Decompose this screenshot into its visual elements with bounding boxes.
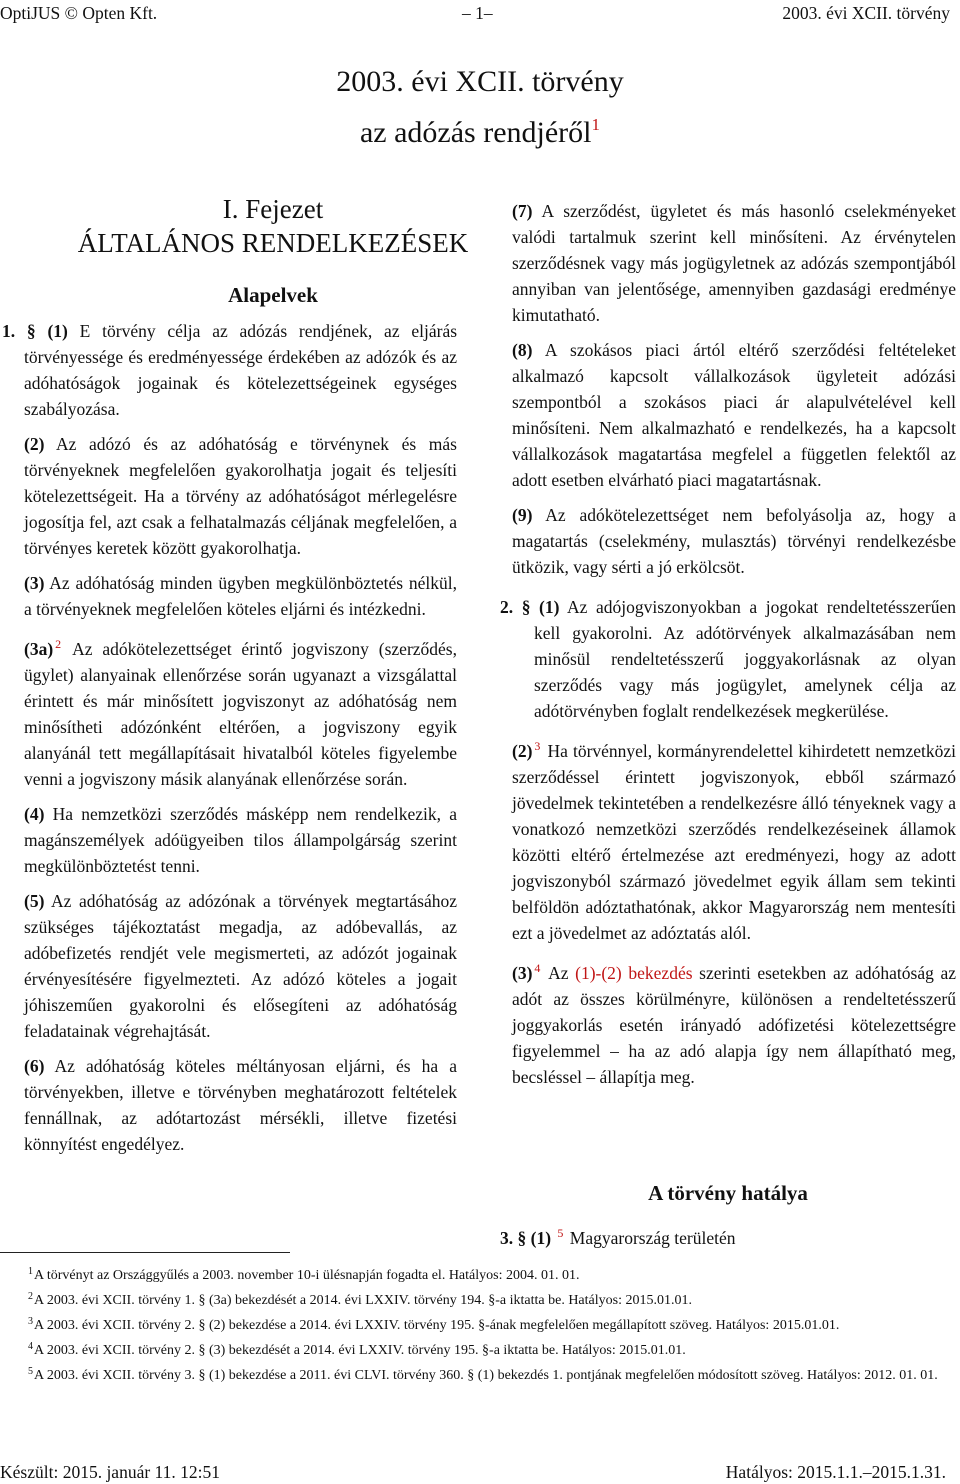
para-number: (3) xyxy=(512,963,533,983)
footnote-number: 3 xyxy=(28,1316,33,1327)
law-subtitle xyxy=(0,107,960,151)
para-number: (7) xyxy=(512,201,533,221)
footnote-ref-5[interactable]: 5 xyxy=(557,1226,564,1240)
para-text: Az adóhatóság köteles méltányosan eljárni, és ha a törvényekben, illetve e törvényben meghatározott feltételek fennállnak, az adótartozást mérsékli, illetve fizetési könnyítést engedélyez. xyxy=(24,1056,457,1154)
para-text: Az xyxy=(548,963,569,983)
footnote-text: A 2003. évi XCII. törvény 3. § (1) bekezdése a 2011. évi CLVI. törvény 360. § (1) bekezdés 1. pontjának megfelelően módosított szöveg. Hatályos: 2012. 01. 01. xyxy=(34,1368,938,1383)
para-text: Ha nemzetközi szerződés másképp nem rendelkezik, a magánszemélyek adóügyeiben tilos állampolgárság szerint megkülönböztetést tenni. xyxy=(24,804,457,876)
law-subtitle-text: az adózás rendjéről xyxy=(359,116,592,149)
footnote-number: 5 xyxy=(28,1366,33,1377)
left-column xyxy=(2,318,457,1166)
para-text: Magyarország területén xyxy=(569,1228,736,1248)
para-text: szerinti esetekben az adóhatóság az adót az összes körülményre, különösen a rendeltetésszerű joggyakorlás esetén irányadó adófizetési kötelezettségre figyelemmel – ha az adó alapja így nem állapítható meg, becsléssel – állapítja meg. xyxy=(512,963,956,1087)
footnotes xyxy=(0,1262,960,1387)
para-number: (9) xyxy=(512,505,533,525)
paragraph-1-2 xyxy=(2,431,457,561)
footnote-ref-4[interactable]: 4 xyxy=(534,961,541,975)
para-text: Az adóhatóság az adózónak a törvények megtartásához szükséges tájékoztatást megadja, az adóbevallás, az adóbefizetés rendjét vele megismerteti, az adózót jogainak érvényesítésére figyelmezteti. Az adózó köteles a jogait jóhiszeműen gyakorolni és elősegíteni az adóhatóság feladatainak végrehajtását. xyxy=(24,891,457,1041)
footnote-text: A 2003. évi XCII. törvény 1. § (3a) bekezdését a 2014. évi LXXIV. törvény 194. §-a iktatta be. Hatályos: 2015.01.01. xyxy=(34,1293,692,1308)
para-number: (1) xyxy=(530,1228,552,1248)
footnote-text: A törvényt az Országgyűlés a 2003. november 10-i ülésnapján fogadta el. Hatályos: 2004. 01. 01. xyxy=(34,1268,580,1283)
law-title: 2003. évi XCII. törvény xyxy=(336,65,624,98)
section-heading-alapelvek: Alapelvek xyxy=(228,283,318,307)
footnote-ref-3[interactable]: 3 xyxy=(534,739,541,753)
para-text: Az adókötelezettséget érintő jogviszony (szerződés, ügylet) alanyainak ellenőrzése során ugyanazt a vizsgálattal érintett és már minősített jogviszonyt az adóhatóság nem minősítheti adózónként eltérően, a jogviszony egyik alanyánál tett megállapításait hivatalból köteles figyelembe venni a jogviszony másik alanyának ellenőrzése során. xyxy=(24,639,457,789)
para-number: (8) xyxy=(512,340,533,360)
paragraph-1-9 xyxy=(500,502,956,580)
para-text: Az adókötelezettséget nem befolyásolja az, hogy a magatartás (cselekmény, mulasztás) törvényi rendelkezésbe ütközik, vagy sérti a jó erkölcsöt. xyxy=(512,505,956,577)
para-text: Az adózó és az adóhatóság e törvénynek és más törvényeknek megfelelően gyakorolhatja jogait és teljesíti kötelezettségeit. Ha a törvény az adóhatóságot mérlegelésre jogosítja fel, azt csak a felhatalmazás céljának megfelelően, a törvényes keretek között gyakorolhatja. xyxy=(24,434,457,558)
para-number: (1) xyxy=(47,321,68,341)
section-1-number: 1. § xyxy=(2,321,36,341)
footnote-divider xyxy=(0,1252,290,1253)
footnote-4 xyxy=(0,1337,960,1360)
header-publisher: OptiJUS © Opten Kft. xyxy=(0,3,158,23)
cross-reference-link[interactable]: (1)-(2) bekezdés xyxy=(575,963,693,983)
section-heading-hatalya: A törvény hatálya xyxy=(648,1181,808,1205)
paragraph-1-6 xyxy=(2,1053,457,1157)
para-number: (3) xyxy=(24,573,45,593)
footnote-number: 1 xyxy=(28,1266,33,1277)
footnote-text: A 2003. évi XCII. törvény 2. § (3) bekezdését a 2014. évi LXXIV. törvény 195. §-a iktatta be. Hatályos: 2015.01.01. xyxy=(34,1343,686,1358)
para-text: Az adóhatóság minden ügyben megkülönböztetés nélkül, a törvényeknek megfelelően köteles eljárni és intézkedni. xyxy=(24,573,457,619)
para-number: (2) xyxy=(512,741,533,761)
right-column xyxy=(500,198,956,1099)
paragraph-1-5 xyxy=(2,888,457,1044)
para-number: (2) xyxy=(24,434,45,454)
footnote-5 xyxy=(0,1362,960,1385)
header-page-number: – 1– xyxy=(462,3,493,23)
para-number: (5) xyxy=(24,891,45,911)
footnote-ref-2[interactable]: 2 xyxy=(55,637,62,651)
footer-created: Készült: 2015. január 11. 12:51 xyxy=(0,1462,221,1482)
paragraph-1-3 xyxy=(2,570,457,622)
footnote-number: 4 xyxy=(28,1341,33,1352)
section-3-number: 3. § xyxy=(500,1228,527,1248)
footnote-number: 2 xyxy=(28,1291,33,1302)
chapter-number: I. Fejezet xyxy=(222,194,324,224)
para-text: Ha törvénnyel, kormányrendelettel kihirdetett nemzetközi szerződéssel érintett jogviszonyok, ebből származó jövedelmek tekintetében a rendelkezésre álló tényeknek vagy a vonatkozó nemzetközi szerződés rendelkezéseinek államok közötti eltérő értelmezése azt eredményezi, hogy az adott jogviszonyból származó jövedelmet egyik állam sem tekinti belföldön adóztathatónak, akkor Magyarország nem mentesíti ezt a jövedelmet az adóztatás alól. xyxy=(512,741,957,943)
paragraph-1-1 xyxy=(2,318,457,422)
para-text: A szokásos piaci ártól eltérő szerződési feltételeket alkalmazó kapcsolt vállalkozások ügyleteit adózási szempontból a szokásos piaci ár alapulvételével kell minősíteni. Nem alkalmazható e rendelkezés, ha a kapcsolt vállalkozások magatartása megfelel a független felektől az adott esetben elvárható piaci magatartásnak. xyxy=(512,340,956,490)
footnote-ref-1[interactable]: 1 xyxy=(591,115,601,134)
para-text: Az adójogviszonyokban a jogokat rendeltetésszerűen kell gyakorolni. Az adótörvények alkalmazásában nem minősül rendeltetésszerű joggyakorlásnak az olyan szerződés vagy más jogügylet, amelynek célja az adótörvényben foglalt rendelkezések megkerülése. xyxy=(534,597,956,721)
footnote-3 xyxy=(0,1312,960,1335)
para-number: (3a) xyxy=(24,639,54,659)
header-law-title: 2003. évi XCII. törvény xyxy=(782,3,950,23)
para-number: (1) xyxy=(539,597,560,617)
para-number: (4) xyxy=(24,804,45,824)
section-2-number: 2. § xyxy=(500,597,531,617)
paragraph-1-3a xyxy=(2,631,457,792)
footnote-2 xyxy=(0,1287,960,1310)
footer-effective: Hatályos: 2015.1.1.–2015.1.31. xyxy=(725,1462,946,1482)
para-number: (6) xyxy=(24,1056,45,1076)
paragraph-1-8 xyxy=(500,337,956,493)
footnote-1 xyxy=(0,1262,960,1285)
paragraph-1-4 xyxy=(2,801,457,879)
paragraph-2-1 xyxy=(500,594,956,724)
para-text: A szerződést, ügyletet és más hasonló cselekményeket valódi tartalmuk szerint kell minősíteni. Az érvénytelen szerződésnek vagy más jogügyletnek az adózás szempontjából annyiban van jelentősége, amennyiben gazdasági eredménye kimutatható. xyxy=(512,201,956,325)
footnote-text: A 2003. évi XCII. törvény 2. § (2) bekezdése a 2014. évi LXXIV. törvény 195. §-ának megfelelően megállapított szöveg. Hatályos: 2015.01.01. xyxy=(34,1318,840,1333)
chapter-name: ÁLTALÁNOS RENDELKEZÉSEK xyxy=(77,228,469,258)
paragraph-2-2 xyxy=(500,733,956,946)
para-text: E törvény célja az adózás rendjének, az eljárás törvényessége és eredményessége érdekében az adózók és az adóhatóságok jogainak és kötelezettségeinek egységes szabályozása. xyxy=(24,321,458,419)
paragraph-3-1 xyxy=(500,1220,735,1251)
paragraph-1-7 xyxy=(500,198,956,328)
paragraph-2-3 xyxy=(500,955,956,1090)
